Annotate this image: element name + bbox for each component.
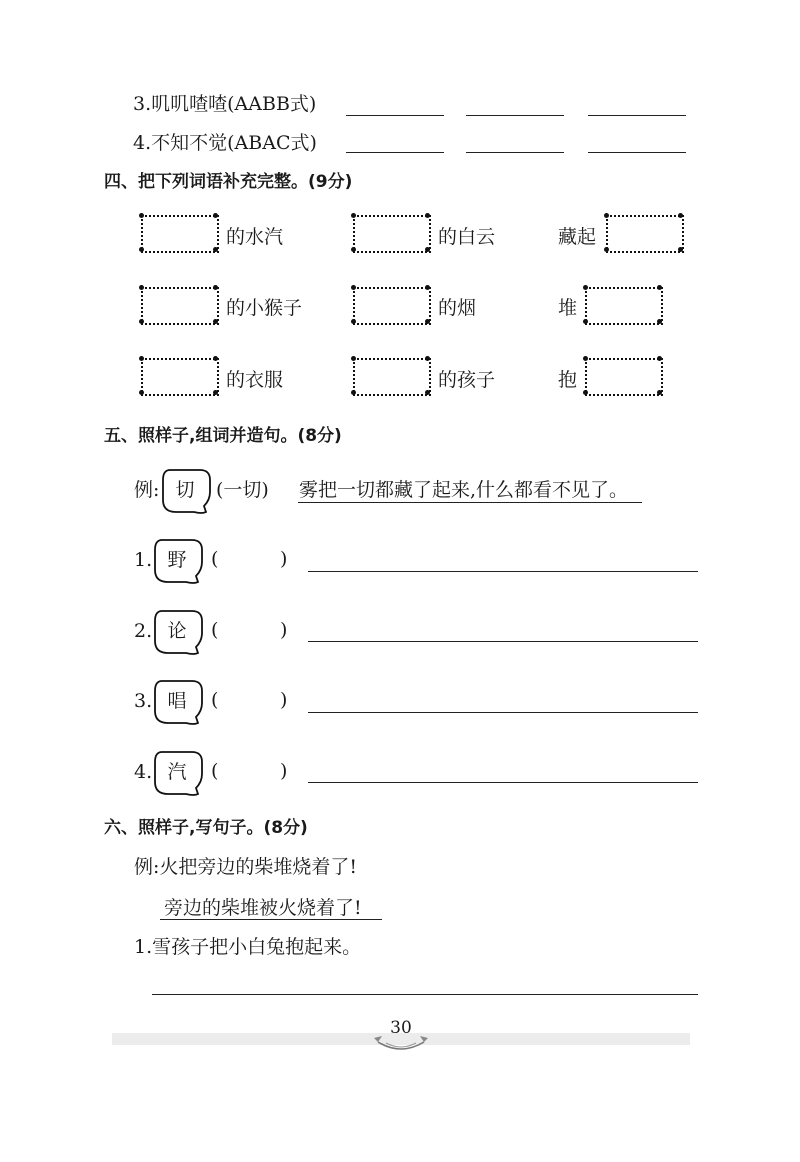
paren-open: ( (211, 760, 219, 782)
item-char: 汽 (167, 761, 187, 783)
section-5-heading: 五、照样子,组词并造句。(8分) (104, 426, 342, 446)
example-answer-underline (160, 919, 382, 920)
paren-close: ) (280, 619, 288, 641)
answer-blank[interactable] (346, 115, 444, 116)
item-number: 3. (134, 690, 153, 712)
fill-suffix: 的孩子 (438, 369, 496, 391)
paren-close: ) (280, 689, 288, 711)
fill-box[interactable] (585, 358, 663, 396)
sentence-blank[interactable] (308, 641, 698, 642)
section-6-heading: 六、照样子,写句子。(8分) (104, 818, 308, 838)
sentence-blank[interactable] (308, 571, 698, 572)
fill-suffix: 的烟 (438, 297, 477, 319)
sentence-blank[interactable] (152, 994, 698, 995)
example-word: (一切) (216, 479, 269, 501)
section-6-example: 例:火把旁边的柴堆烧着了! (134, 856, 358, 878)
example-sentence: 雾把一切都藏了起来,什么都看不见了。 (299, 479, 629, 501)
item-aabb-label: 3.叽叽喳喳(AABB式) (133, 93, 317, 115)
fill-suffix: 的水汽 (226, 226, 284, 248)
item-number: 1. (134, 549, 153, 571)
fill-box[interactable] (141, 358, 219, 396)
fill-prefix: 抱 (558, 369, 578, 391)
item-char: 论 (167, 620, 187, 642)
paren-close: ) (280, 548, 288, 570)
char-bubble (152, 677, 208, 729)
paren-open: ( (211, 548, 219, 570)
section-6-item-1: 1.雪孩子把小白兔抱起来。 (134, 936, 362, 958)
page-number: 30 (390, 1018, 412, 1038)
example-prefix: 例: (134, 479, 160, 501)
fill-box[interactable] (353, 215, 431, 253)
char-bubble (152, 748, 208, 800)
sentence-blank[interactable] (308, 782, 698, 783)
answer-blank[interactable] (588, 115, 686, 116)
fill-suffix: 的小猴子 (226, 297, 303, 319)
item-char: 唱 (167, 690, 187, 712)
fill-box[interactable] (585, 287, 663, 325)
answer-blank[interactable] (466, 152, 564, 153)
section-4-heading: 四、把下列词语补充完整。(9分) (104, 172, 353, 192)
answer-blank[interactable] (346, 152, 444, 153)
fill-box[interactable] (606, 215, 684, 253)
example-char: 切 (175, 479, 195, 501)
paren-open: ( (211, 619, 219, 641)
item-abac-label: 4.不知不觉(ABAC式) (133, 132, 317, 154)
item-number: 4. (134, 761, 153, 783)
fill-suffix: 的白云 (438, 226, 496, 248)
paren-close: ) (280, 760, 288, 782)
fill-prefix: 藏起 (558, 226, 597, 248)
example-sentence-underline (298, 502, 642, 503)
fill-suffix: 的衣服 (226, 369, 284, 391)
char-bubble (152, 536, 208, 588)
item-number: 2. (134, 620, 153, 642)
answer-blank[interactable] (466, 115, 564, 116)
fill-box[interactable] (141, 287, 219, 325)
fill-box[interactable] (141, 215, 219, 253)
sentence-blank[interactable] (308, 712, 698, 713)
answer-blank[interactable] (588, 152, 686, 153)
section-6-example-answer: 旁边的柴堆被火烧着了! (164, 897, 362, 919)
paren-open: ( (211, 689, 219, 711)
fill-box[interactable] (353, 287, 431, 325)
fill-box[interactable] (353, 358, 431, 396)
fill-prefix: 堆 (558, 297, 578, 319)
char-bubble (160, 466, 216, 518)
char-bubble (152, 607, 208, 659)
item-char: 野 (167, 549, 187, 571)
